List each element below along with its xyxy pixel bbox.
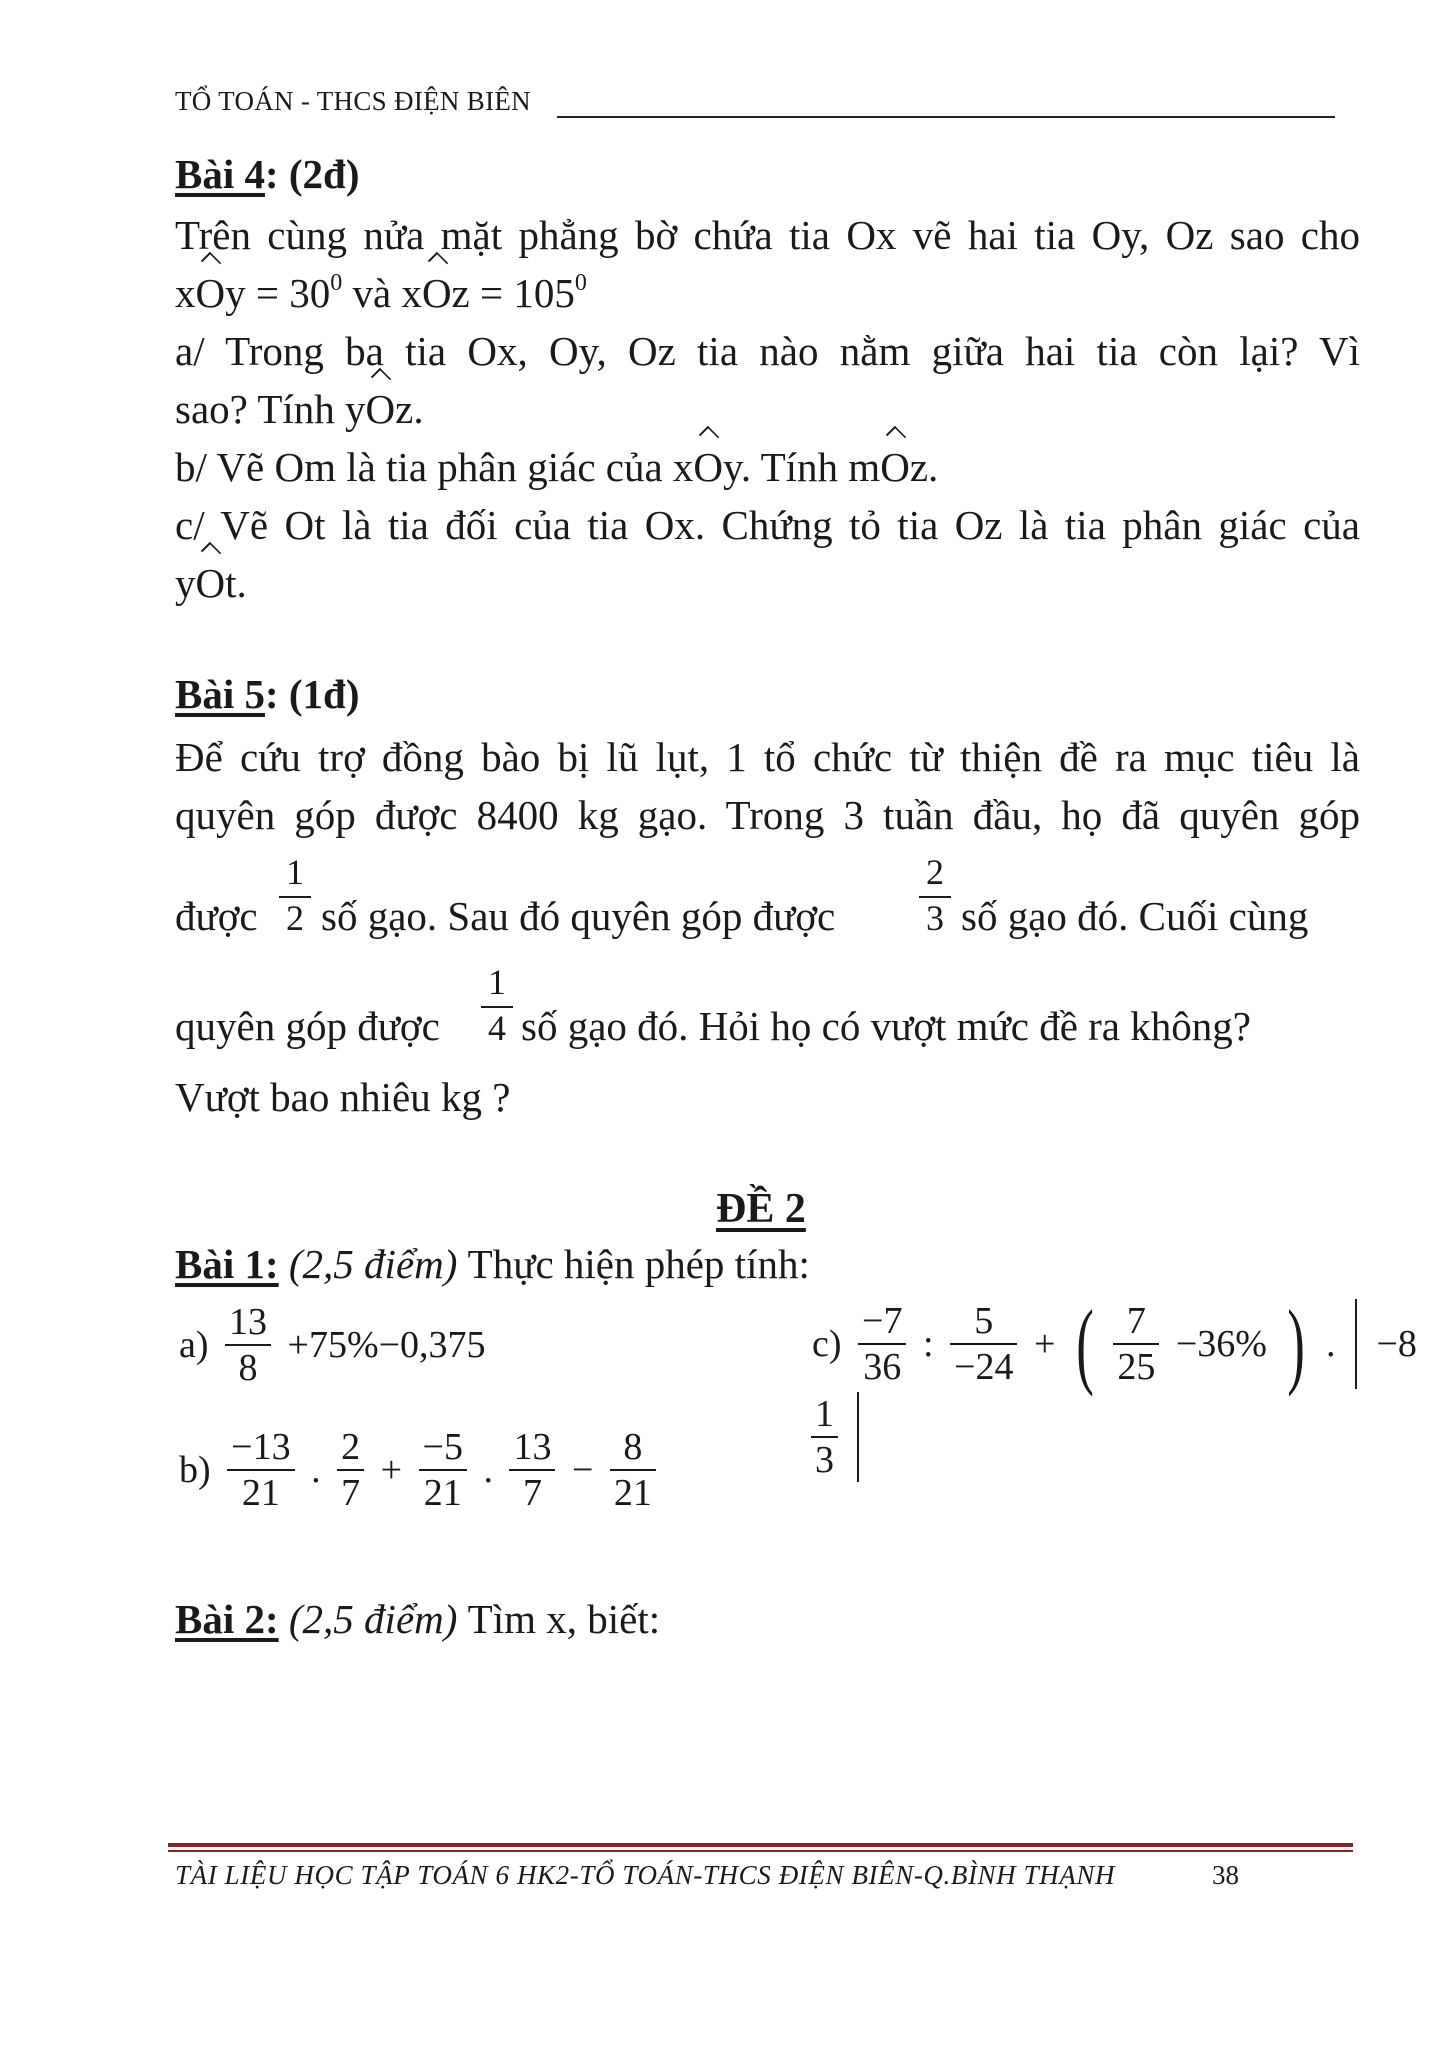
footer-rule: [168, 1843, 1353, 1847]
fraction-1-2: 1 2: [275, 852, 315, 942]
bai4-heading: Bài 4: (2đ): [175, 151, 360, 197]
bai4-part-c-1: c/ Vẽ Ot là tia đối của tia Ox. Chứng tỏ tia Oz là tia phân giác của: [175, 502, 1360, 548]
footer-text: TÀI LIỆU HỌC TẬP TOÁN 6 HK2-TỔ TOÁN-THCS ĐIỆN BIÊN-Q.BÌNH THẠNH: [175, 1860, 1116, 1890]
bai4-part-b: b/ Vẽ Om là tia phân giác của xOy. Tính mOz.: [175, 438, 1360, 496]
bai5-line5: Vượt bao nhiêu kg ?: [175, 1074, 511, 1120]
fraction-1-4: 1 4: [477, 962, 517, 1052]
bai5-line4: quyên góp được 1 4 số gạo đó. Hỏi họ có vượt mức đề ra không?: [175, 958, 1360, 1068]
footer-rule-thin: [168, 1850, 1353, 1852]
bai5-line3: được 1 2 số gạo. Sau đó quyên góp được 2 3 số gạo đó. Cuối cùng: [175, 848, 1360, 958]
de2-title: ĐỀ 2: [716, 1186, 806, 1232]
expr-b: b) $\frac{-13}{21}$ . $\frac{2}{7}$ + $\frac{-5}{21}$ . $\frac{13}{7}$ − $\frac{8}{21}$: [175, 1425, 659, 1515]
header-rule: [557, 116, 1335, 118]
bai5-line1: Để cứu trợ đồng bào bị lũ lụt, 1 tổ chức từ thiện đề ra mục tiêu là: [175, 734, 1360, 780]
header-text: TỔ TOÁN - THCS ĐIỆN BIÊN: [175, 86, 531, 116]
bai4-part-c-2: yOt.: [175, 554, 1360, 612]
expr-c: c) $\frac{-7}{36}$ : $\frac{5}{-24}$ + ( $\frac{7}{25}$ −36% ) . −8 $\frac{1}{3}$: [812, 1290, 1417, 1481]
expr-a: a) $\frac{13}{8}$ +75%−0,375: [179, 1301, 486, 1389]
bai4-angles: xOy = $30^0$ và xOz = $105^0$: [175, 264, 1360, 322]
bai4-part-a-1: a/ Trong ba tia Ox, Oy, Oz tia nào nằm giữa hai tia còn lại? Vì: [175, 328, 1360, 374]
de2-bai1-heading: Bài 1: (2,5 điểm) Thực hiện phép tính:: [175, 1241, 810, 1287]
page-header: [175, 86, 1335, 122]
de2-bai2-heading: Bài 2: (2,5 điểm) Tìm x, biết:: [175, 1596, 661, 1642]
bai4-part-a-2: sao? Tính yOz.: [175, 380, 1360, 438]
bai4-line1: Trên cùng nửa mặt phẳng bờ chứa tia Ox vẽ hai tia Oy, Oz sao cho: [175, 212, 1360, 258]
page-number: 38: [1212, 1860, 1239, 1890]
bai5-line2: quyên góp được 8400 kg gạo. Trong 3 tuần đầu, họ đã quyên góp: [175, 792, 1360, 838]
bai5-heading: Bài 5: (1đ): [175, 671, 360, 717]
fraction-2-3: 2 3: [915, 852, 955, 942]
